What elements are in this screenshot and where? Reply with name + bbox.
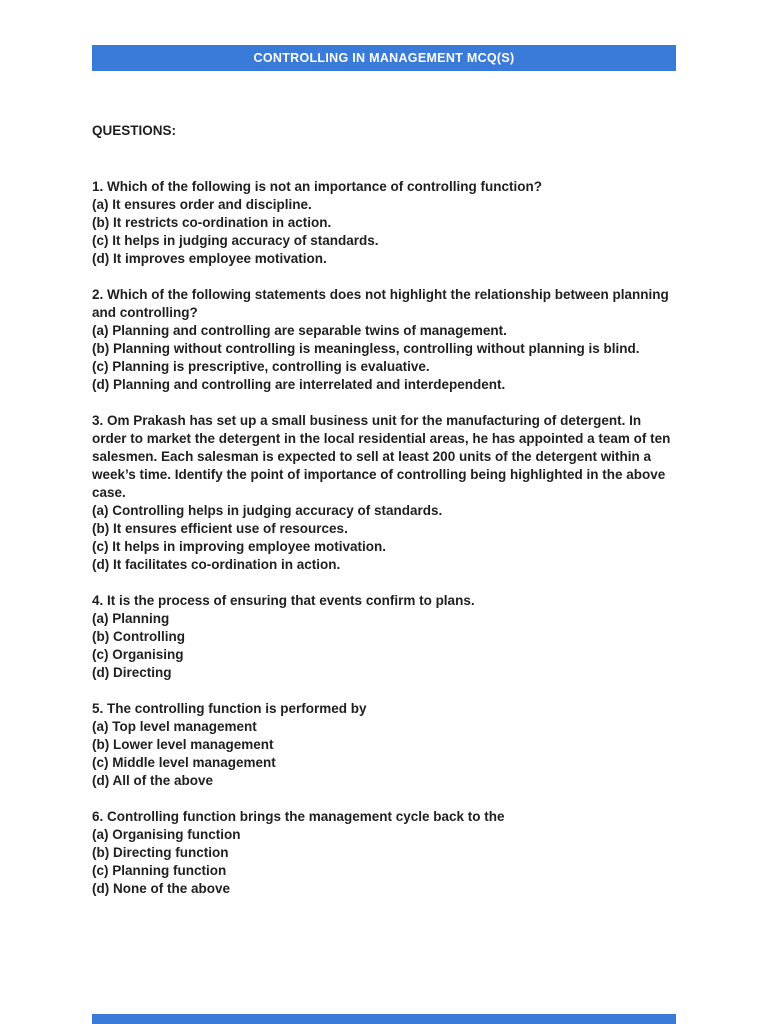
questions-heading: QUESTIONS: bbox=[92, 123, 177, 138]
question-option: (d) It facilitates co-ordination in action. bbox=[92, 557, 341, 572]
question-option: (c) Planning is prescriptive, controlling is evaluative. bbox=[92, 359, 430, 374]
question-option: (a) Controlling helps in judging accuracy of standards. bbox=[92, 503, 443, 518]
document-title: CONTROLLING IN MANAGEMENT MCQ(S) bbox=[253, 51, 515, 65]
question-block bbox=[92, 412, 676, 574]
question-option: (c) Organising bbox=[92, 647, 184, 662]
question-option: (d) It improves employee motivation. bbox=[92, 251, 327, 266]
question-option: (b) Controlling bbox=[92, 629, 185, 644]
question-option: (c) Middle level management bbox=[92, 755, 276, 770]
question-option: (b) Directing function bbox=[92, 845, 229, 860]
question-block bbox=[92, 700, 676, 790]
next-page-header-bar bbox=[92, 1014, 676, 1024]
question-text: 5. The controlling function is performed by bbox=[92, 701, 367, 716]
question-option: (b) Planning without controlling is meaningless, controlling without planning is blind. bbox=[92, 341, 640, 356]
question-text: 1. Which of the following is not an importance of controlling function? bbox=[92, 179, 542, 194]
question-option: (d) None of the above bbox=[92, 881, 230, 896]
question-option: (a) It ensures order and discipline. bbox=[92, 197, 312, 212]
question-option: (a) Planning bbox=[92, 611, 170, 626]
question-text: 4. It is the process of ensuring that events confirm to plans. bbox=[92, 593, 475, 608]
question-text: 2. Which of the following statements does not highlight the relationship between planning and controlling? bbox=[92, 287, 669, 320]
question-option: (d) Directing bbox=[92, 665, 172, 680]
question-text: 6. Controlling function brings the management cycle back to the bbox=[92, 809, 505, 824]
question-option: (b) It ensures efficient use of resources. bbox=[92, 521, 348, 536]
question-option: (a) Organising function bbox=[92, 827, 241, 842]
question-option: (c) Planning function bbox=[92, 863, 227, 878]
question-option: (a) Top level management bbox=[92, 719, 257, 734]
question-option: (c) It helps in improving employee motivation. bbox=[92, 539, 387, 554]
question-option: (a) Planning and controlling are separable twins of management. bbox=[92, 323, 507, 338]
question-option: (b) It restricts co-ordination in action. bbox=[92, 215, 332, 230]
document-content bbox=[92, 122, 676, 916]
question-option: (c) It helps in judging accuracy of standards. bbox=[92, 233, 379, 248]
question-block bbox=[92, 178, 676, 268]
question-block bbox=[92, 808, 676, 898]
document-header-bar bbox=[92, 45, 676, 71]
question-block bbox=[92, 592, 676, 682]
question-option: (d) Planning and controlling are interrelated and interdependent. bbox=[92, 377, 506, 392]
question-option: (d) All of the above bbox=[92, 773, 213, 788]
question-option: (b) Lower level management bbox=[92, 737, 274, 752]
question-block bbox=[92, 286, 676, 394]
question-text: 3. Om Prakash has set up a small business unit for the manufacturing of detergent. In order to market the detergent in the local residential areas, he has appointed a team of ten salesmen. Each salesman is expected to sell at least 200 units of the detergent within a week’s time. Identify the point of importance of controlling being highlighted in the above case. bbox=[92, 413, 671, 500]
